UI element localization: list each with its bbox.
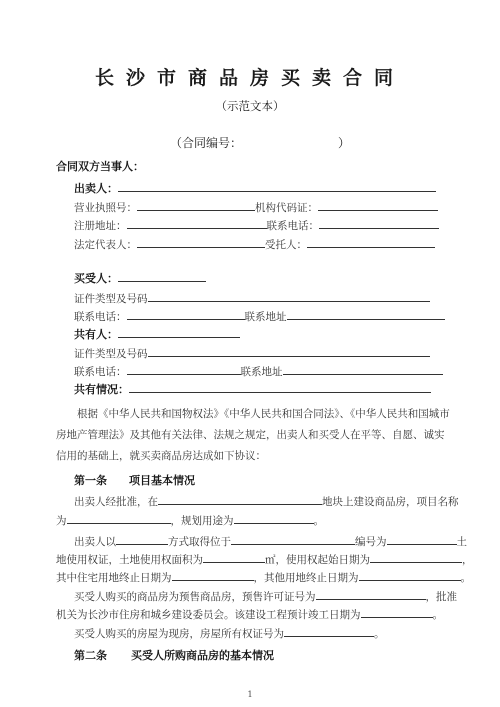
buyer-label: 买受人：: [74, 272, 118, 285]
article-2-heading: [74, 647, 274, 663]
use-start-date-field: [370, 551, 462, 563]
seller-phone-label: 联系电话：: [266, 220, 319, 232]
a1-p1-text-b: 地块上建设商品房，项目名称: [322, 496, 459, 508]
a1-p2-text-e: 地使用权证，土地使用权面积为: [56, 554, 203, 566]
a1-p3-text-b: ，批准: [425, 591, 457, 603]
a1-p4-line1: [74, 625, 385, 641]
seller-license-row: [74, 199, 438, 215]
buyer-contact-row: [74, 308, 445, 324]
buyer-id-row: [74, 290, 430, 306]
plot-field: [158, 493, 322, 505]
co-owner-address-field: [283, 363, 443, 375]
a1-p1-line2: [56, 512, 324, 528]
subtitle: （示范文本）: [215, 99, 285, 113]
a1-p1-text-d: ，规划用途为: [170, 515, 234, 527]
buyer-field: [118, 270, 206, 282]
a1-p1-text-c: 为: [56, 515, 67, 527]
address-label: 注册地址：: [74, 220, 127, 232]
buyer-address-field: [287, 308, 445, 320]
co-owner-contact-row: [74, 363, 443, 379]
intro-paragraph: 根据《中华人民共和国物权法》《中华人民共和国合同法》、《中华人民共和国城市房地产管理法》及其他有关法律、法规之规定，出卖人和买受人在平等、自愿、诚实信用的基础上，就买卖商品房达成如下协议：: [56, 408, 450, 462]
article-1-title: 项目基本情况: [129, 474, 195, 487]
a1-p2-text-h: 其中住宅用地终止日期为: [56, 572, 172, 584]
co-owner-id-row: [74, 345, 430, 361]
buyer-address-label: 联系地址: [244, 311, 287, 323]
a1-p3-line1: [74, 588, 457, 604]
agent-label: 受托人：: [265, 239, 307, 251]
contract-number-close: ）: [338, 136, 351, 150]
co-owner-id-label: 证件类型及号码: [74, 348, 148, 360]
a1-p2-text-d: 土: [456, 536, 467, 548]
planned-use-field: [234, 512, 314, 524]
co-owner-address-label: 联系地址: [240, 366, 283, 378]
buyer-phone-field: [127, 308, 245, 320]
a1-p3-text-c: 机关为长沙市住房和城乡建设委员会。该建设工程预计竣工日期为: [56, 609, 361, 621]
rep-field: [137, 236, 265, 248]
a1-p2-text-g: ，: [462, 554, 473, 566]
parties-heading: 合同双方当事人：: [56, 160, 144, 173]
a1-p2-line3: [56, 569, 471, 585]
presale-permit-field: [316, 588, 426, 600]
completion-date-field: [361, 606, 433, 618]
a1-p4-text-b: 。: [374, 628, 385, 640]
seller-row: [74, 180, 436, 196]
a1-p2-text-c: 编号为: [355, 536, 387, 548]
agent-field: [307, 236, 435, 248]
co-owner-label: 共有人：: [74, 328, 118, 341]
rep-label: 法定代表人：: [74, 239, 137, 251]
a1-p3-line2: [56, 606, 443, 622]
a1-p2-text-j: 。: [460, 572, 471, 584]
buyer-id-label: 证件类型及号码: [74, 293, 148, 305]
a1-p2-text-i: ，其他用地终止日期为: [253, 572, 359, 584]
a1-p1-line1: [74, 493, 459, 509]
seller-label: 出卖人：: [74, 182, 118, 195]
a1-p3-text-d: 。: [432, 609, 443, 621]
a1-p2-text-a: 出卖人以: [74, 536, 116, 548]
other-end-date-field: [359, 569, 461, 581]
location-field: [231, 533, 355, 545]
co-status-field: [129, 381, 431, 393]
co-status-row: [74, 381, 431, 397]
a1-p2-text-f: ㎡，使用权起始日期为: [265, 554, 370, 566]
article-2-number: 第二条: [74, 649, 107, 662]
article-1-heading: [74, 472, 195, 488]
page-number: 1: [247, 690, 253, 699]
seller-field: [118, 180, 436, 192]
a1-p2-line2: [56, 551, 473, 567]
article-2-title: 买受人所购商品房的基本情况: [131, 649, 274, 662]
co-owner-phone-label: 联系电话：: [74, 366, 127, 378]
co-owner-id-field: [148, 345, 430, 357]
seller-rep-row: [74, 236, 435, 252]
co-owner-field: [118, 326, 240, 338]
a1-p1-text-a: 出卖人经批准，在: [74, 496, 158, 508]
a1-p3-text-a: 买受人购买的商品房为预售商品房，预售许可证号为: [74, 591, 316, 603]
seller-address-row: [74, 217, 439, 233]
buyer-id-field: [148, 290, 430, 302]
org-code-label: 机构代码证：: [255, 202, 318, 214]
co-owner-row: [74, 326, 240, 342]
project-name-field: [67, 512, 171, 524]
a1-p1-text-e: 。: [313, 515, 324, 527]
certificate-no-field: [387, 533, 457, 545]
ownership-cert-field: [284, 625, 374, 637]
license-label: 营业执照号：: [74, 202, 137, 214]
buyer-phone-label: 联系电话：: [74, 311, 127, 323]
a1-p2-text-b: 方式取得位于: [168, 536, 231, 548]
co-owner-phone-field: [127, 363, 241, 375]
seller-phone-field: [319, 217, 439, 229]
page-title: 长沙市商品房买卖合同: [94, 67, 405, 89]
a1-p4-text-a: 买受人购买的房屋为现房，房屋所有权证号为: [74, 628, 284, 640]
contract-number: [170, 134, 350, 151]
license-field: [137, 199, 255, 211]
address-field: [127, 217, 267, 229]
org-code-field: [318, 199, 438, 211]
co-status-label: 共有情况：: [74, 383, 129, 396]
buyer-row: [74, 270, 206, 286]
land-area-field: [203, 551, 265, 563]
article-1-number: 第一条: [74, 474, 107, 487]
contract-number-label: （合同编号：: [170, 136, 243, 150]
residential-end-date-field: [172, 569, 254, 581]
acquire-method-field: [116, 533, 168, 545]
a1-p2-line1: [74, 533, 467, 549]
